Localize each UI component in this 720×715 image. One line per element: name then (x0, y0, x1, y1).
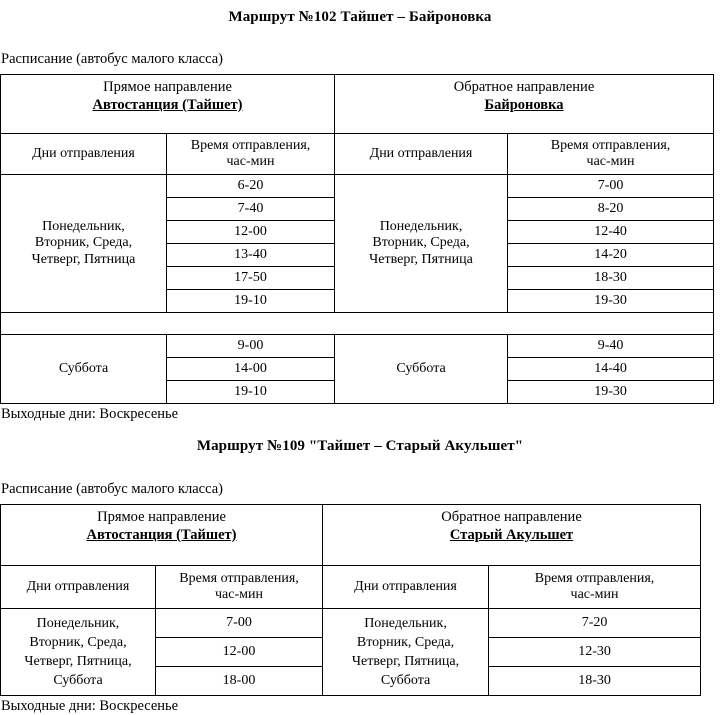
backward-time: 12-40 (508, 221, 714, 244)
forward-time: 13-40 (167, 244, 335, 267)
route-109-schedule-table (0, 504, 701, 696)
backward-time: 18-30 (508, 267, 714, 290)
forward-time: 12-00 (156, 638, 323, 667)
forward-time: 14-00 (167, 358, 335, 381)
column-header-backward-time-line1: Время отправления, (534, 570, 655, 586)
forward-days-saturday: Суббота (1, 335, 167, 404)
table-row-column-headers (1, 566, 701, 609)
route-102-schedule-table (0, 74, 714, 404)
table-row-direction-headers (1, 505, 701, 566)
forward-time: 9-00 (167, 335, 335, 358)
column-header-backward-days: Дни отправления (335, 134, 508, 175)
backward-time: 19-30 (508, 381, 714, 404)
forward-days-weekdays: Понедельник, Вторник, Среда, Четверг, Пятница (1, 175, 167, 313)
route-102-title: Маршрут №102 Тайшет – Байроновка (228, 9, 492, 25)
backward-time: 12-30 (489, 638, 701, 667)
backward-time: 7-00 (508, 175, 714, 198)
backward-direction-kind: Обратное направление (453, 79, 595, 95)
route-102-schedule-caption: Расписание (автобус малого класса) (1, 51, 223, 67)
backward-time: 7-20 (489, 609, 701, 638)
backward-time: 8-20 (508, 198, 714, 221)
table-spacer-row (1, 313, 714, 335)
route-109-days-off: Выходные дни: Воскресенье (1, 698, 179, 714)
forward-time: 7-00 (156, 609, 323, 638)
forward-days-weekdays: Понедельник, Вторник, Среда, Четверг, Пятница, Суббота (1, 609, 156, 696)
backward-days-weekdays: Понедельник, Вторник, Среда, Четверг, Пятница (335, 175, 508, 313)
forward-direction-kind: Прямое направление (97, 509, 226, 525)
table-row (1, 175, 714, 198)
backward-time: 14-40 (508, 358, 714, 381)
route-109-title: Маршрут №109 "Тайшет – Старый Акульшет" (196, 438, 524, 454)
backward-direction-header (335, 75, 714, 134)
spacer-cell (1, 313, 714, 335)
forward-time: 17-50 (167, 267, 335, 290)
forward-direction-place: Автостанция (Тайшет) (86, 527, 237, 543)
forward-direction-kind: Прямое направление (103, 79, 232, 95)
backward-direction-header (323, 505, 701, 566)
column-header-forward-days: Дни отправления (1, 134, 167, 175)
table-row (1, 609, 701, 638)
forward-time: 18-00 (156, 667, 323, 696)
table-row (1, 335, 714, 358)
route-109-schedule-caption: Расписание (автобус малого класса) (1, 481, 223, 497)
column-header-forward-time-line2: час-мин (226, 154, 275, 169)
forward-time: 7-40 (167, 198, 335, 221)
forward-time: 19-10 (167, 381, 335, 404)
column-header-forward-days: Дни отправления (1, 566, 156, 609)
table-row-direction-headers (1, 75, 714, 134)
column-header-backward-time (489, 566, 701, 609)
column-header-forward-time-line1: Время отправления, (190, 137, 311, 153)
forward-direction-place: Автостанция (Тайшет) (92, 97, 243, 113)
column-header-backward-time-line1: Время отправления, (550, 137, 671, 153)
backward-days-saturday: Суббота (335, 335, 508, 404)
backward-time: 9-40 (508, 335, 714, 358)
column-header-backward-time (508, 134, 714, 175)
table-row-column-headers (1, 134, 714, 175)
backward-time: 19-30 (508, 290, 714, 313)
column-header-backward-time-line2: час-мин (586, 154, 635, 169)
column-header-backward-days: Дни отправления (323, 566, 489, 609)
column-header-forward-time-line1: Время отправления, (179, 570, 299, 586)
backward-time: 14-20 (508, 244, 714, 267)
forward-direction-header (1, 505, 323, 566)
forward-time: 12-00 (167, 221, 335, 244)
forward-time: 6-20 (167, 175, 335, 198)
column-header-forward-time (167, 134, 335, 175)
forward-time: 19-10 (167, 290, 335, 313)
column-header-backward-time-line2: час-мин (570, 587, 619, 602)
forward-direction-header (1, 75, 335, 134)
backward-direction-place: Байроновка (484, 97, 564, 113)
backward-time: 18-30 (489, 667, 701, 696)
backward-direction-place: Старый Акульшет (449, 527, 574, 543)
backward-days-weekdays: Понедельник, Вторник, Среда, Четверг, Пятница, Суббота (323, 609, 489, 696)
column-header-forward-time (156, 566, 323, 609)
route-102-days-off: Выходные дни: Воскресенье (1, 406, 179, 422)
column-header-forward-time-line2: час-мин (215, 587, 263, 602)
backward-direction-kind: Обратное направление (441, 509, 582, 525)
